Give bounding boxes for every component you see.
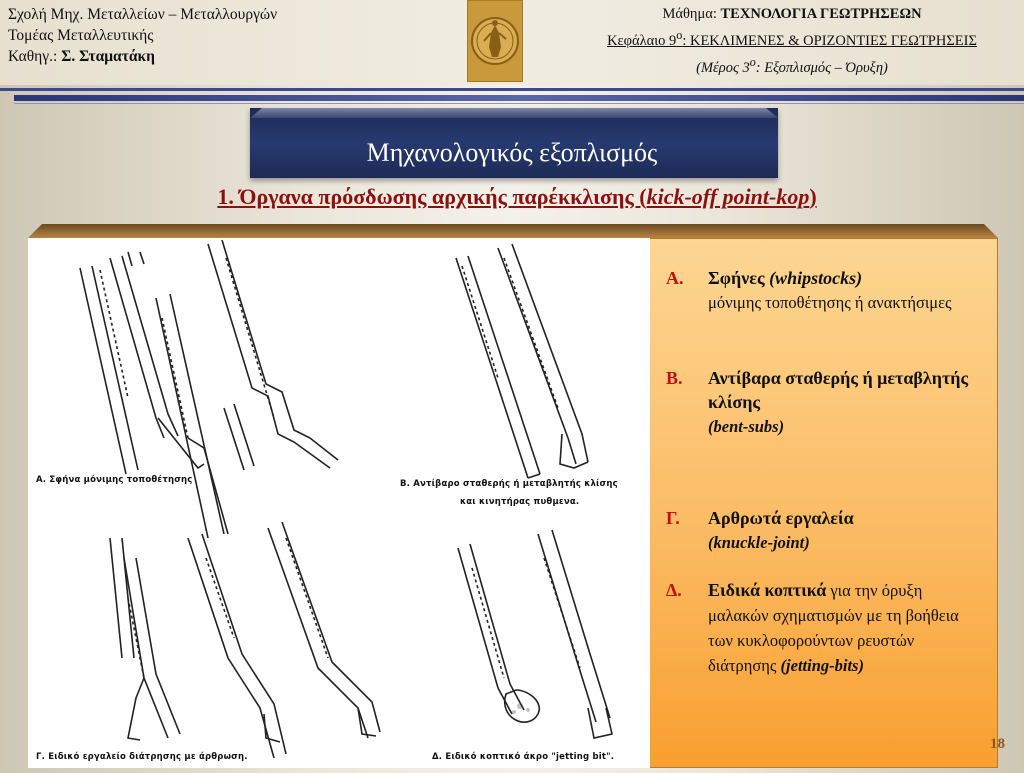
page-number: 18 — [990, 736, 1005, 752]
header-rule-thick — [14, 95, 1024, 101]
list-letter: Γ. — [666, 508, 680, 528]
chapter-line: Κεφάλαιο $9^o$: ΚΕΚΛΙΜΕΝΕΣ & ΟΡΙΖΟΝΤΙΕΣ ΓΕΩΤΡΗΣΕΙΣ — [607, 28, 977, 49]
slide-title: Μηχανολογικός εξοπλισμός — [366, 138, 658, 167]
title-box-bevel — [250, 108, 778, 118]
university-seal-logo — [467, 0, 523, 82]
course-info — [560, 4, 1024, 79]
header-rule-under — [14, 103, 1024, 104]
course-line: Μάθημα: ΤΕΧΝΟΛΟΓΙΑ ΓΕΩΤΡΗΣΕΩΝ — [662, 6, 922, 22]
professor-line: Καθηγ.: Σ. Σταματάκη — [8, 48, 155, 65]
list-letter: Α. — [666, 268, 684, 288]
list-letter: Β. — [666, 368, 683, 388]
panel-frame-top — [28, 224, 998, 238]
caption-a: Α. Σφήνα μόνιμης τοποθέτησης — [36, 475, 193, 485]
list-letter: Δ. — [666, 580, 682, 600]
caption-d: Δ. Ειδικό κοπτικό άκρο "jetting bit". — [432, 752, 615, 762]
header-rule-thin — [0, 88, 1024, 91]
caption-c: Γ. Ειδικό εργαλείο διάτρησης με άρθρωση. — [36, 752, 248, 762]
department-name: Τομέας Μεταλλευτικής — [8, 27, 154, 44]
slide-header — [0, 0, 1024, 85]
school-name: Σχολή Μηχ. Μεταλλείων – Μεταλλουργών — [8, 6, 278, 23]
professor-name: Σ. Σταματάκη — [61, 48, 155, 65]
slide-subtitle: 1. Όργανα πρόσδωσης αρχικής παρέκκλισης (kick-off point-kop) — [217, 184, 817, 209]
part-line: (Μέρος $3^o$: Εξοπλισμός – Όρυξη) — [696, 54, 888, 76]
caption-b-line2: και κινητήρας πυθμενα. — [460, 497, 580, 507]
tools-figure — [28, 238, 650, 768]
caption-b: Β. Αντίβαρο σταθερής ή μεταβλητής κλίσης — [400, 479, 618, 489]
school-info — [8, 4, 277, 67]
course-name: ΤΕΧΝΟΛΟΓΙΑ ΓΕΩΤΡΗΣΕΩΝ — [720, 6, 922, 22]
